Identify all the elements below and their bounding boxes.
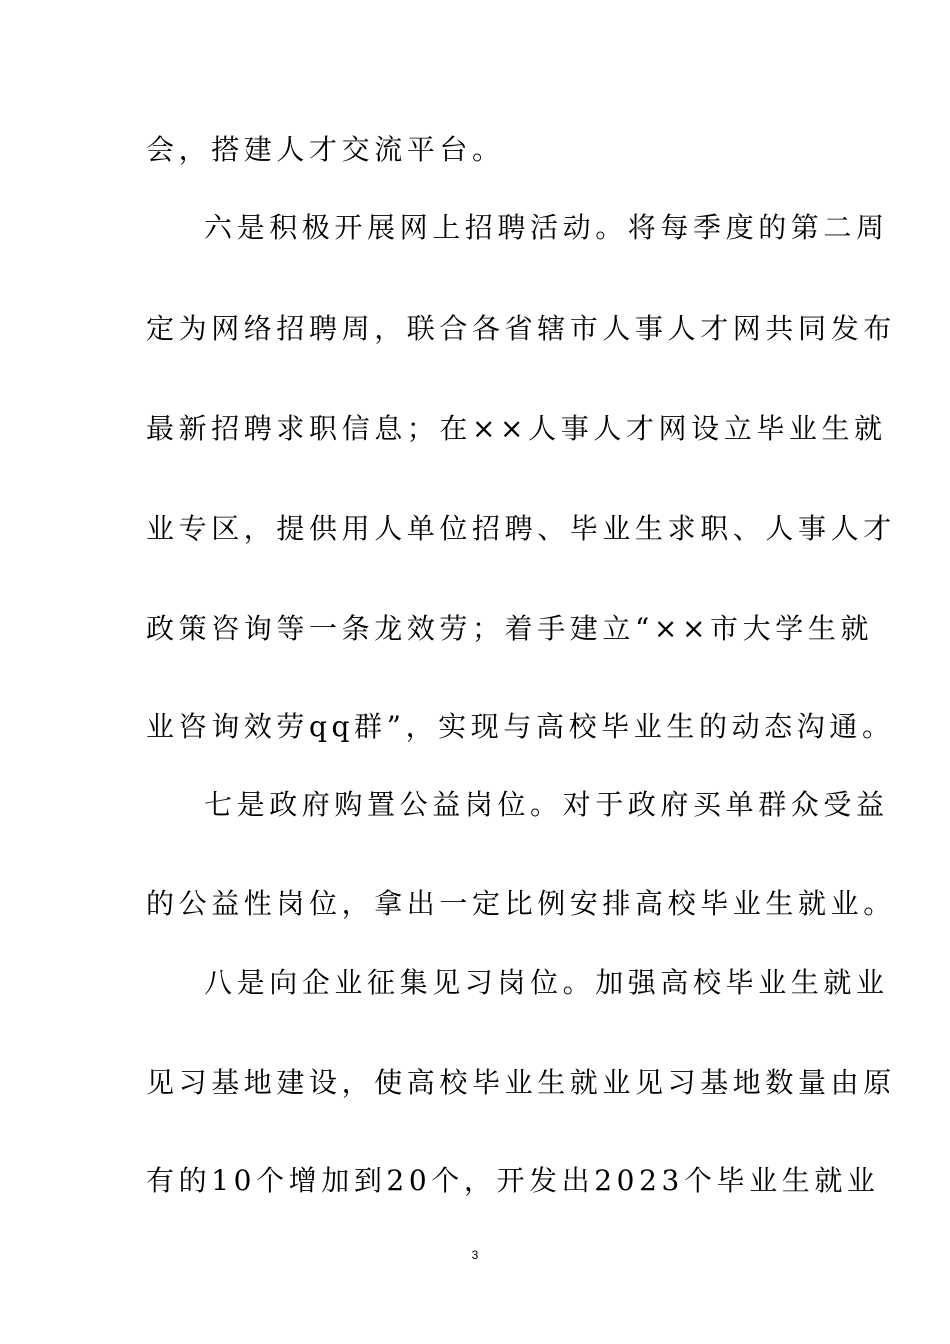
text-line: 见习基地建设，使高校毕业生就业见习基地数量由原 (146, 1066, 896, 1099)
text-line: 有的10个增加到20个，开发出2023个毕业生就业 (146, 1164, 880, 1197)
page-number: 3 (471, 1248, 479, 1262)
text-line: 政策咨询等一条龙效劳；着手建立“××市大学生就 (146, 612, 874, 645)
text-line: 八是向企业征集见习岗位。加强高校毕业生就业 (204, 966, 889, 999)
text-line: 业咨询效劳qq群”，实现与高校毕业生的动态沟通。 (146, 710, 895, 743)
text-line: 会，搭建人才交流平台。 (146, 133, 505, 166)
text-line: 六是积极开展网上招聘活动。将每季度的第二周 (204, 211, 889, 244)
text-line: 七是政府购置公益岗位。对于政府买单群众受益 (204, 788, 889, 821)
text-line: 最新招聘求职信息；在××人事人才网设立毕业生就 (146, 412, 887, 445)
text-line: 定为网络招聘周，联合各省辖市人事人才网共同发布 (146, 312, 896, 345)
text-line: 业专区，提供用人单位招聘、毕业生求职、人事人才 (146, 512, 896, 545)
text-line: 的公益性岗位，拿出一定比例安排高校毕业生就业。 (146, 887, 896, 920)
